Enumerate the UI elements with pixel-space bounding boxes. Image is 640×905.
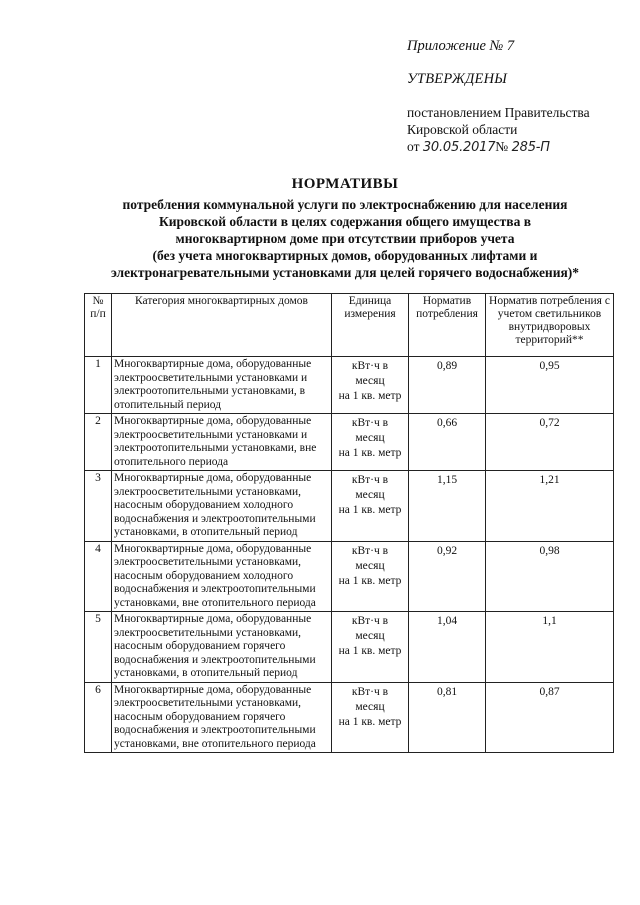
row-num: 4 [85,541,112,612]
row-norm: 0,81 [409,682,486,753]
row-category: Многоквартирные дома, оборудованные электроосветительными установками, насосным оборудованием холодного водоснабжения и электроотопительными установками, вне отопительного периода [112,541,332,612]
table-row [85,414,614,471]
row-norm-lighting: 0,95 [486,357,614,414]
row-unit [332,612,409,683]
row-norm: 0,89 [409,357,486,414]
table-row [85,682,614,753]
approved-label: УТВЕРЖДЕНЫ [407,71,508,87]
unit-line-2: месяц [355,489,385,501]
decree-line-2: Кировской области [407,122,518,137]
row-num: 3 [85,471,112,542]
title-heading: НОРМАТИВЫ [291,176,399,192]
title-line-4: (без учета многоквартирных домов, оборудованных лифтами и [152,248,538,263]
header-norm-lighting: Норматив потребления с учетом светильников внутридворовых территорий** [486,294,614,357]
header-category: Категория многоквартирных домов [112,294,332,357]
row-unit [332,357,409,414]
header-num: № п/п [85,294,112,357]
unit-line-2: месяц [355,630,385,642]
row-category: Многоквартирные дома, оборудованные электроосветительными установками, насосным оборудованием горячего водоснабжения и электроотопительными установками, вне отопительного периода [112,682,332,753]
unit-line-2: месяц [355,375,385,387]
approval-block [407,38,632,156]
decree-reference [407,104,632,156]
unit-line-3: на 1 кв. метр [338,447,402,459]
row-norm: 1,15 [409,471,486,542]
unit-line-3: на 1 кв. метр [338,390,402,402]
decree-from-label: от [407,139,420,154]
table-row [85,357,614,414]
row-norm-lighting: 0,98 [486,541,614,612]
decree-date: 30.05.2017 [422,140,496,155]
title-line-2: Кировской области в целях содержания общего имущества в [158,214,531,229]
row-unit [332,471,409,542]
unit-line-1: кВт·ч в [351,615,389,627]
title-line-1: потребления коммунальной услуги по электроснабжению для населения [122,197,568,212]
unit-line-3: на 1 кв. метр [338,574,402,587]
row-norm-lighting: 0,72 [486,414,614,471]
unit-line-1: кВт·ч в [351,360,389,372]
row-norm: 1,04 [409,612,486,683]
row-norm: 0,66 [409,414,486,471]
table-row [85,541,614,612]
row-num: 6 [85,682,112,753]
row-norm-lighting: 0,87 [486,682,614,753]
row-unit [332,682,409,753]
row-norm: 0,92 [409,541,486,612]
table-header-row [85,294,614,357]
row-norm-lighting: 1,21 [486,471,614,542]
row-category: Многоквартирные дома, оборудованные электроосветительными установками, насосным оборудованием холодного водоснабжения и электроотопительными установками, в отопительный период [112,471,332,542]
norms-table [84,293,614,753]
table-row [85,612,614,683]
row-category: Многоквартирные дома, оборудованные электроосветительными установками и электроотопительными установками, вне отопительного периода [112,414,332,471]
row-norm-lighting: 1,1 [486,612,614,683]
unit-line-1: кВт·ч в [351,417,389,429]
row-num: 5 [85,612,112,683]
row-category: Многоквартирные дома, оборудованные электроосветительными установками и электроотопительными установками, в отопительный период [112,357,332,414]
unit-line-1: кВт·ч в [351,685,389,698]
title-line-3: многоквартирном доме при отсутствии приборов учета [175,231,515,246]
document-title [70,176,620,281]
unit-line-1: кВт·ч в [351,474,389,486]
unit-line-2: месяц [355,559,385,572]
header-norm: Норматив потребления [409,294,486,357]
appendix-label: Приложение № 7 [407,38,515,54]
decree-line-1: постановлением Правительства [407,105,590,120]
row-category: Многоквартирные дома, оборудованные электроосветительными установками, насосным оборудованием горячего водоснабжения и электроотопительными установками, в отопительный период [112,612,332,683]
unit-line-2: месяц [355,700,385,713]
unit-line-3: на 1 кв. метр [338,715,402,728]
unit-line-2: месяц [355,432,385,444]
row-num: 2 [85,414,112,471]
header-unit: Единица измерения [332,294,409,357]
row-num: 1 [85,357,112,414]
table-row [85,471,614,542]
unit-line-3: на 1 кв. метр [338,645,402,657]
unit-line-1: кВт·ч в [351,544,389,557]
decree-number-label: № [495,139,509,154]
row-unit [332,541,409,612]
row-unit [332,414,409,471]
title-line-5: электронагревательными установками для целей горячего водоснабжения)* [110,265,580,280]
unit-line-3: на 1 кв. метр [338,504,402,516]
decree-date-line [407,138,632,156]
decree-number: 285-П [511,140,550,155]
